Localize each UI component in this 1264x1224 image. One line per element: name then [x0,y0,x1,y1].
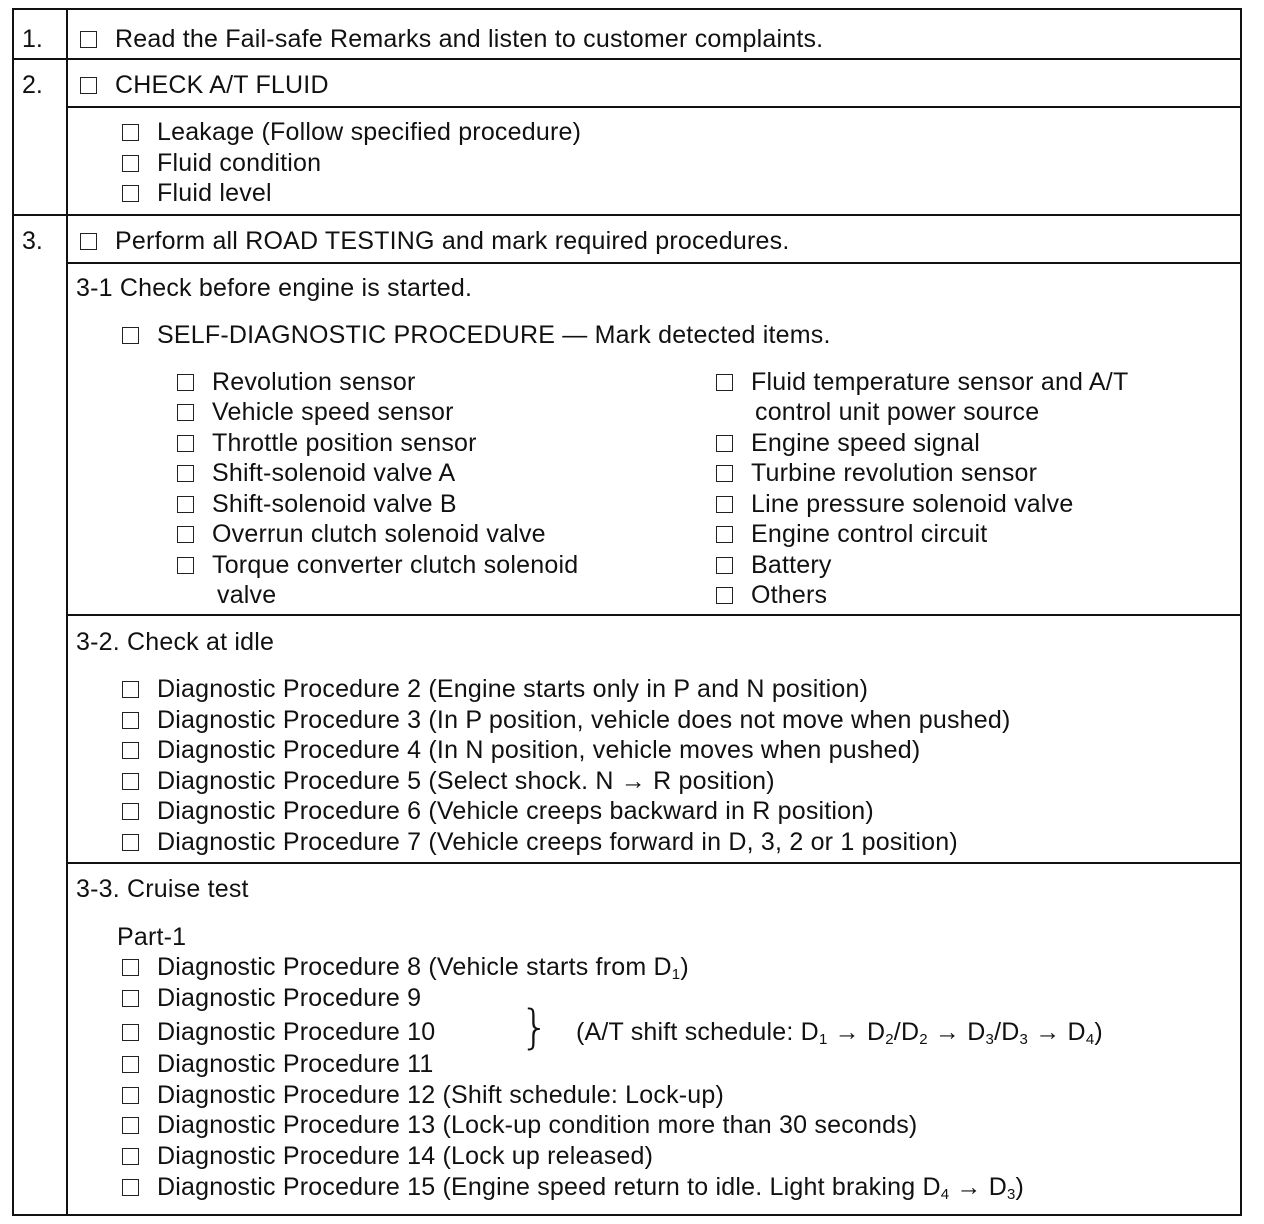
checkbox[interactable] [716,557,733,574]
checkbox[interactable] [177,435,194,452]
list-item: Engine control circuit [716,519,987,549]
list-item: Others [716,580,827,610]
checkbox[interactable] [716,465,733,482]
checkbox[interactable] [122,712,139,729]
list-item: Fluid temperature sensor and A/T [716,367,1128,397]
checkbox[interactable] [122,1179,139,1196]
checkbox[interactable] [122,1024,139,1041]
checkbox[interactable] [177,557,194,574]
list-item: Shift-solenoid valve B [177,489,457,519]
checkbox[interactable] [716,496,733,513]
list-item: Leakage (Follow specified procedure) [122,117,581,147]
checkbox[interactable] [716,526,733,543]
list-item: Diagnostic Procedure 7 (Vehicle creeps forward in D, 3, 2 or 1 position) [122,827,958,857]
checkbox[interactable] [122,124,139,141]
list-item: Torque converter clutch solenoid [177,550,578,580]
row-divider [66,262,1242,264]
list-item-continuation: control unit power source [755,398,1040,426]
checkbox[interactable] [177,496,194,513]
checkbox[interactable] [177,404,194,421]
checkbox[interactable] [80,233,97,250]
checkbox[interactable] [122,1148,139,1165]
checkbox[interactable] [80,77,97,94]
list-item: Engine speed signal [716,428,980,458]
list-item: Diagnostic Procedure 6 (Vehicle creeps backward in R position) [122,796,874,826]
checkbox[interactable] [122,327,139,344]
row-number: 1. [22,25,43,53]
list-item: Diagnostic Procedure 13 (Lock-up condition more than 30 seconds) [122,1110,917,1140]
list-item: Diagnostic Procedure 3 (In P position, vehicle does not move when pushed) [122,705,1011,735]
row-divider [12,214,1242,216]
checkbox[interactable] [177,526,194,543]
checkbox[interactable] [122,681,139,698]
checkbox[interactable] [177,374,194,391]
step-1: Read the Fail-safe Remarks and listen to customer complaints. [80,24,823,54]
section-heading: 3-1 Check before engine is started. [76,274,473,302]
checkbox[interactable] [716,435,733,452]
list-item: Diagnostic Procedure 8 (Vehicle starts from $D_1$) [122,952,689,982]
row-number: 3. [22,227,43,255]
step-3: Perform all ROAD TESTING and mark required procedures. [80,226,789,256]
list-item: Overrun clutch solenoid valve [177,519,546,549]
list-item: Diagnostic Procedure 14 (Lock up released) [122,1141,653,1171]
checkbox[interactable] [122,803,139,820]
list-item: Battery [716,550,832,580]
list-item-continuation: valve [217,581,277,609]
list-item: Vehicle speed sensor [177,397,454,427]
row-divider [66,862,1242,864]
checkbox[interactable] [122,1056,139,1073]
checkbox[interactable] [122,742,139,759]
list-item: Diagnostic Procedure 4 (In N position, vehicle moves when pushed) [122,735,920,765]
checkbox[interactable] [122,990,139,1007]
row-number: 2. [22,71,43,99]
section-heading: 3-2. Check at idle [76,628,275,656]
list-item: Diagnostic Procedure 2 (Engine starts only in P and N position) [122,674,868,704]
shift-schedule-note: (A/T shift schedule: $D_1 \to D_2/D_2 \to D_3/D_3 \to D_4$) [576,1018,1103,1048]
self-diagnostic: SELF-DIAGNOSTIC PROCEDURE — Mark detected items. [122,320,831,350]
list-item: Fluid level [122,178,272,208]
list-item: Line pressure solenoid valve [716,489,1073,519]
checkbox[interactable] [177,465,194,482]
list-item: Fluid condition [122,148,321,178]
checkbox[interactable] [80,31,97,48]
part-label: Part-1 [117,923,187,951]
list-item: Turbine revolution sensor [716,458,1037,488]
list-item: Diagnostic Procedure 5 (Select shock. N → R position) [122,766,775,796]
row-divider [66,106,1242,108]
checkbox[interactable] [122,1117,139,1134]
checkbox[interactable] [122,773,139,790]
list-item: Diagnostic Procedure 10 [122,1017,435,1047]
section-heading: 3-3. Cruise test [76,875,249,903]
list-item: Shift-solenoid valve A [177,458,455,488]
checkbox[interactable] [122,1087,139,1104]
list-item: Diagnostic Procedure 9 [122,983,421,1013]
list-item: Revolution sensor [177,367,416,397]
checkbox[interactable] [716,374,733,391]
checkbox[interactable] [122,155,139,172]
column-divider [66,8,68,1216]
list-item: Diagnostic Procedure 15 (Engine speed return to idle. Light braking $D_4 \to D_3$) [122,1172,1024,1202]
brace: } [520,1000,550,1054]
list-item: Throttle position sensor [177,428,477,458]
list-item: Diagnostic Procedure 12 (Shift schedule: Lock-up) [122,1080,724,1110]
row-divider [12,58,1242,60]
checkbox[interactable] [122,185,139,202]
list-item: Diagnostic Procedure 11 [122,1049,434,1079]
step-2: CHECK A/T FLUID [80,70,329,100]
checkbox[interactable] [122,959,139,976]
checkbox[interactable] [122,834,139,851]
checkbox[interactable] [716,587,733,604]
row-divider [66,614,1242,616]
